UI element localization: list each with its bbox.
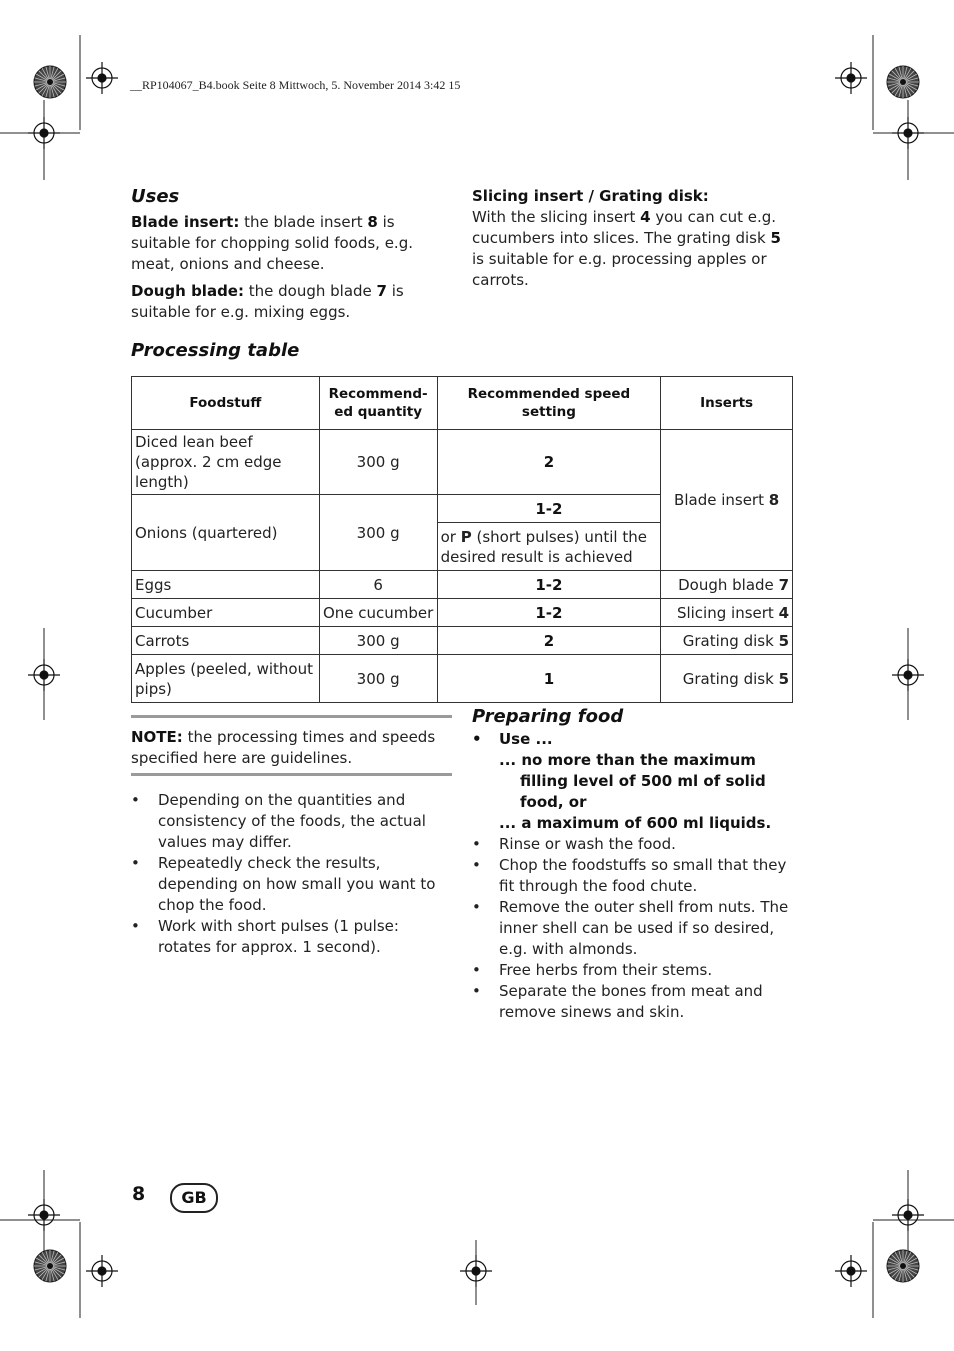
header-speed: Recommended speed setting	[437, 377, 661, 430]
cell-speed: 1	[437, 655, 661, 703]
list-item	[472, 960, 794, 981]
use-text: Use ...	[499, 730, 553, 748]
cell-food: Diced lean beef (approx. 2 cm edge length)	[132, 430, 320, 495]
bullet-icon: •	[131, 791, 140, 809]
processing-table	[131, 376, 793, 703]
insert-number: 4	[778, 603, 789, 622]
table-row	[132, 599, 793, 627]
cell-qty: 300 g	[319, 627, 437, 655]
preparing-section	[472, 706, 794, 1023]
color-rosette-icon	[887, 1250, 919, 1282]
table-row	[132, 430, 793, 495]
color-rosette-icon	[887, 66, 919, 98]
bullet-icon: •	[472, 898, 481, 916]
blade-text-1: the blade insert	[239, 213, 368, 231]
cell-speed: 2	[437, 430, 661, 495]
cell-food: Carrots	[132, 627, 320, 655]
dough-number: 7	[376, 282, 387, 300]
cell-food: Apples (peeled, without pips)	[132, 655, 320, 703]
crosshair-mark-icon	[892, 659, 924, 691]
note-bottom-rule	[131, 773, 452, 776]
insert-label: Grating disk	[682, 669, 779, 688]
bullet-icon: •	[131, 917, 140, 935]
insert-label: Dough blade	[678, 575, 779, 594]
insert-number: 8	[768, 491, 780, 509]
table-header-row	[132, 377, 793, 430]
file-header-line: __RP104067_B4.book Seite 8 Mittwoch, 5. November 2014 3:42 15	[130, 78, 461, 92]
blade-insert-label: Blade insert:	[131, 213, 240, 231]
insert-number: 7	[778, 575, 789, 594]
cell-speed: 1-2	[437, 495, 661, 523]
slicing-paragraph	[472, 207, 794, 291]
use-sub-1: ... no more than the maximum filling level of 500 ml of solid food, or	[499, 751, 766, 811]
cell-food: Cucumber	[132, 599, 320, 627]
country-badge: GB	[170, 1183, 218, 1213]
crosshair-mark-icon	[28, 659, 60, 691]
bullet-icon: •	[131, 854, 140, 872]
slicing-text-2: you can cut e.g. cucumbers into slices. The grating disk	[472, 208, 777, 247]
blade-text-2: is suitable for chopping solid foods, e.g. meat, onions and cheese.	[131, 213, 413, 273]
list-item-text: Chop the foodstuffs so small that they fit through the food chute.	[499, 856, 787, 895]
blade-number: 8	[367, 213, 378, 231]
crosshair-mark-icon	[460, 1255, 492, 1287]
note-body: the processing times and speeds specified here are guidelines.	[131, 728, 436, 767]
note-text	[131, 727, 451, 769]
cell-qty: 6	[319, 571, 437, 599]
page-number: 8	[132, 1183, 146, 1205]
note-top-rule	[131, 715, 452, 718]
cell-qty: One cucumber	[319, 599, 437, 627]
insert-number: 5	[778, 669, 789, 688]
crosshair-mark-icon	[892, 117, 924, 149]
crosshair-mark-icon	[892, 1199, 924, 1231]
list-item-text: Repeatedly check the results, depending on how small you want to chop the food.	[158, 854, 436, 914]
bullet-icon: •	[472, 961, 481, 979]
preparing-use-list	[472, 729, 794, 750]
preparing-heading: Preparing food	[472, 706, 624, 727]
dough-blade-paragraph	[131, 281, 453, 323]
list-item-text: Free herbs from their stems.	[499, 961, 713, 979]
cell-insert	[661, 571, 793, 599]
cell-speed-alt	[437, 523, 661, 571]
slicing-heading: Slicing insert / Grating disk:	[472, 187, 709, 205]
bullet-icon: •	[472, 730, 482, 748]
cell-insert	[661, 655, 793, 703]
cell-insert-blade	[661, 430, 793, 571]
uses-section	[131, 186, 453, 323]
alt-text-1: or	[440, 527, 461, 546]
list-item	[131, 790, 453, 853]
table-row	[132, 627, 793, 655]
header-foodstuff: Foodstuff	[132, 377, 320, 430]
cell-insert	[661, 627, 793, 655]
slicing-text-1: With the slicing insert	[472, 208, 641, 226]
crosshair-mark-icon	[28, 1199, 60, 1231]
list-item	[472, 855, 794, 897]
slicing-number-1: 4	[640, 208, 651, 226]
crosshair-mark-icon	[835, 62, 867, 94]
uses-heading: Uses	[131, 186, 180, 207]
list-item	[472, 729, 794, 750]
bullet-icon: •	[472, 982, 481, 1000]
slicing-text-3: is suitable for e.g. processing apples or carrots.	[472, 250, 767, 289]
insert-label: Slicing insert	[676, 603, 779, 622]
list-item-text: Remove the outer shell from nuts. The inner shell can be used if so desired, e.g. with almonds.	[499, 898, 789, 958]
table-row	[132, 655, 793, 703]
crosshair-mark-icon	[86, 62, 118, 94]
slicing-section	[472, 186, 794, 291]
alt-key: P	[460, 527, 472, 546]
alt-text-2: (short pulses) until the desired result is achieved	[440, 527, 647, 566]
crosshair-mark-icon	[86, 1255, 118, 1287]
list-item	[472, 834, 794, 855]
cell-speed: 1-2	[437, 571, 661, 599]
color-rosette-icon	[34, 66, 66, 98]
cell-qty: 300 g	[319, 495, 437, 571]
insert-label: Blade insert	[674, 491, 769, 509]
list-item	[472, 981, 794, 1023]
crosshair-mark-icon	[28, 117, 60, 149]
bullet-icon: •	[472, 835, 481, 853]
color-rosette-icon	[34, 1250, 66, 1282]
dough-blade-label: Dough blade:	[131, 282, 244, 300]
note-label: NOTE:	[131, 728, 183, 746]
bullet-icon: •	[472, 856, 481, 874]
list-item	[131, 853, 453, 916]
list-item-text: Separate the bones from meat and remove sinews and skin.	[499, 982, 763, 1021]
dough-text-1: the dough blade	[243, 282, 377, 300]
use-sub-2: ... a maximum of 600 ml liquids.	[499, 814, 772, 832]
header-inserts: Inserts	[661, 377, 793, 430]
cell-speed: 2	[437, 627, 661, 655]
header-quantity: Recommend-ed quantity	[319, 377, 437, 430]
preparing-bullet-list	[472, 834, 794, 1023]
use-sub-items	[472, 750, 794, 834]
insert-number: 5	[778, 631, 789, 650]
table-row	[132, 571, 793, 599]
processing-table-heading: Processing table	[131, 340, 300, 361]
cell-insert	[661, 599, 793, 627]
list-item	[472, 897, 794, 960]
crosshair-mark-icon	[835, 1255, 867, 1287]
cell-food: Onions (quartered)	[132, 495, 320, 571]
cell-speed: 1-2	[437, 599, 661, 627]
list-item-text: Work with short pulses (1 pulse: rotates for approx. 1 second).	[158, 917, 399, 956]
cell-qty: 300 g	[319, 655, 437, 703]
cell-food: Eggs	[132, 571, 320, 599]
dough-text-2: is suitable for e.g. mixing eggs.	[131, 282, 404, 321]
blade-insert-paragraph	[131, 212, 453, 275]
cell-qty: 300 g	[319, 430, 437, 495]
slicing-number-2: 5	[770, 229, 781, 247]
list-item	[131, 916, 453, 958]
list-item-text: Rinse or wash the food.	[499, 835, 676, 853]
list-item-text: Depending on the quantities and consistency of the foods, the actual values may differ.	[158, 791, 426, 851]
insert-label: Grating disk	[682, 631, 779, 650]
left-bullet-list	[131, 790, 453, 958]
